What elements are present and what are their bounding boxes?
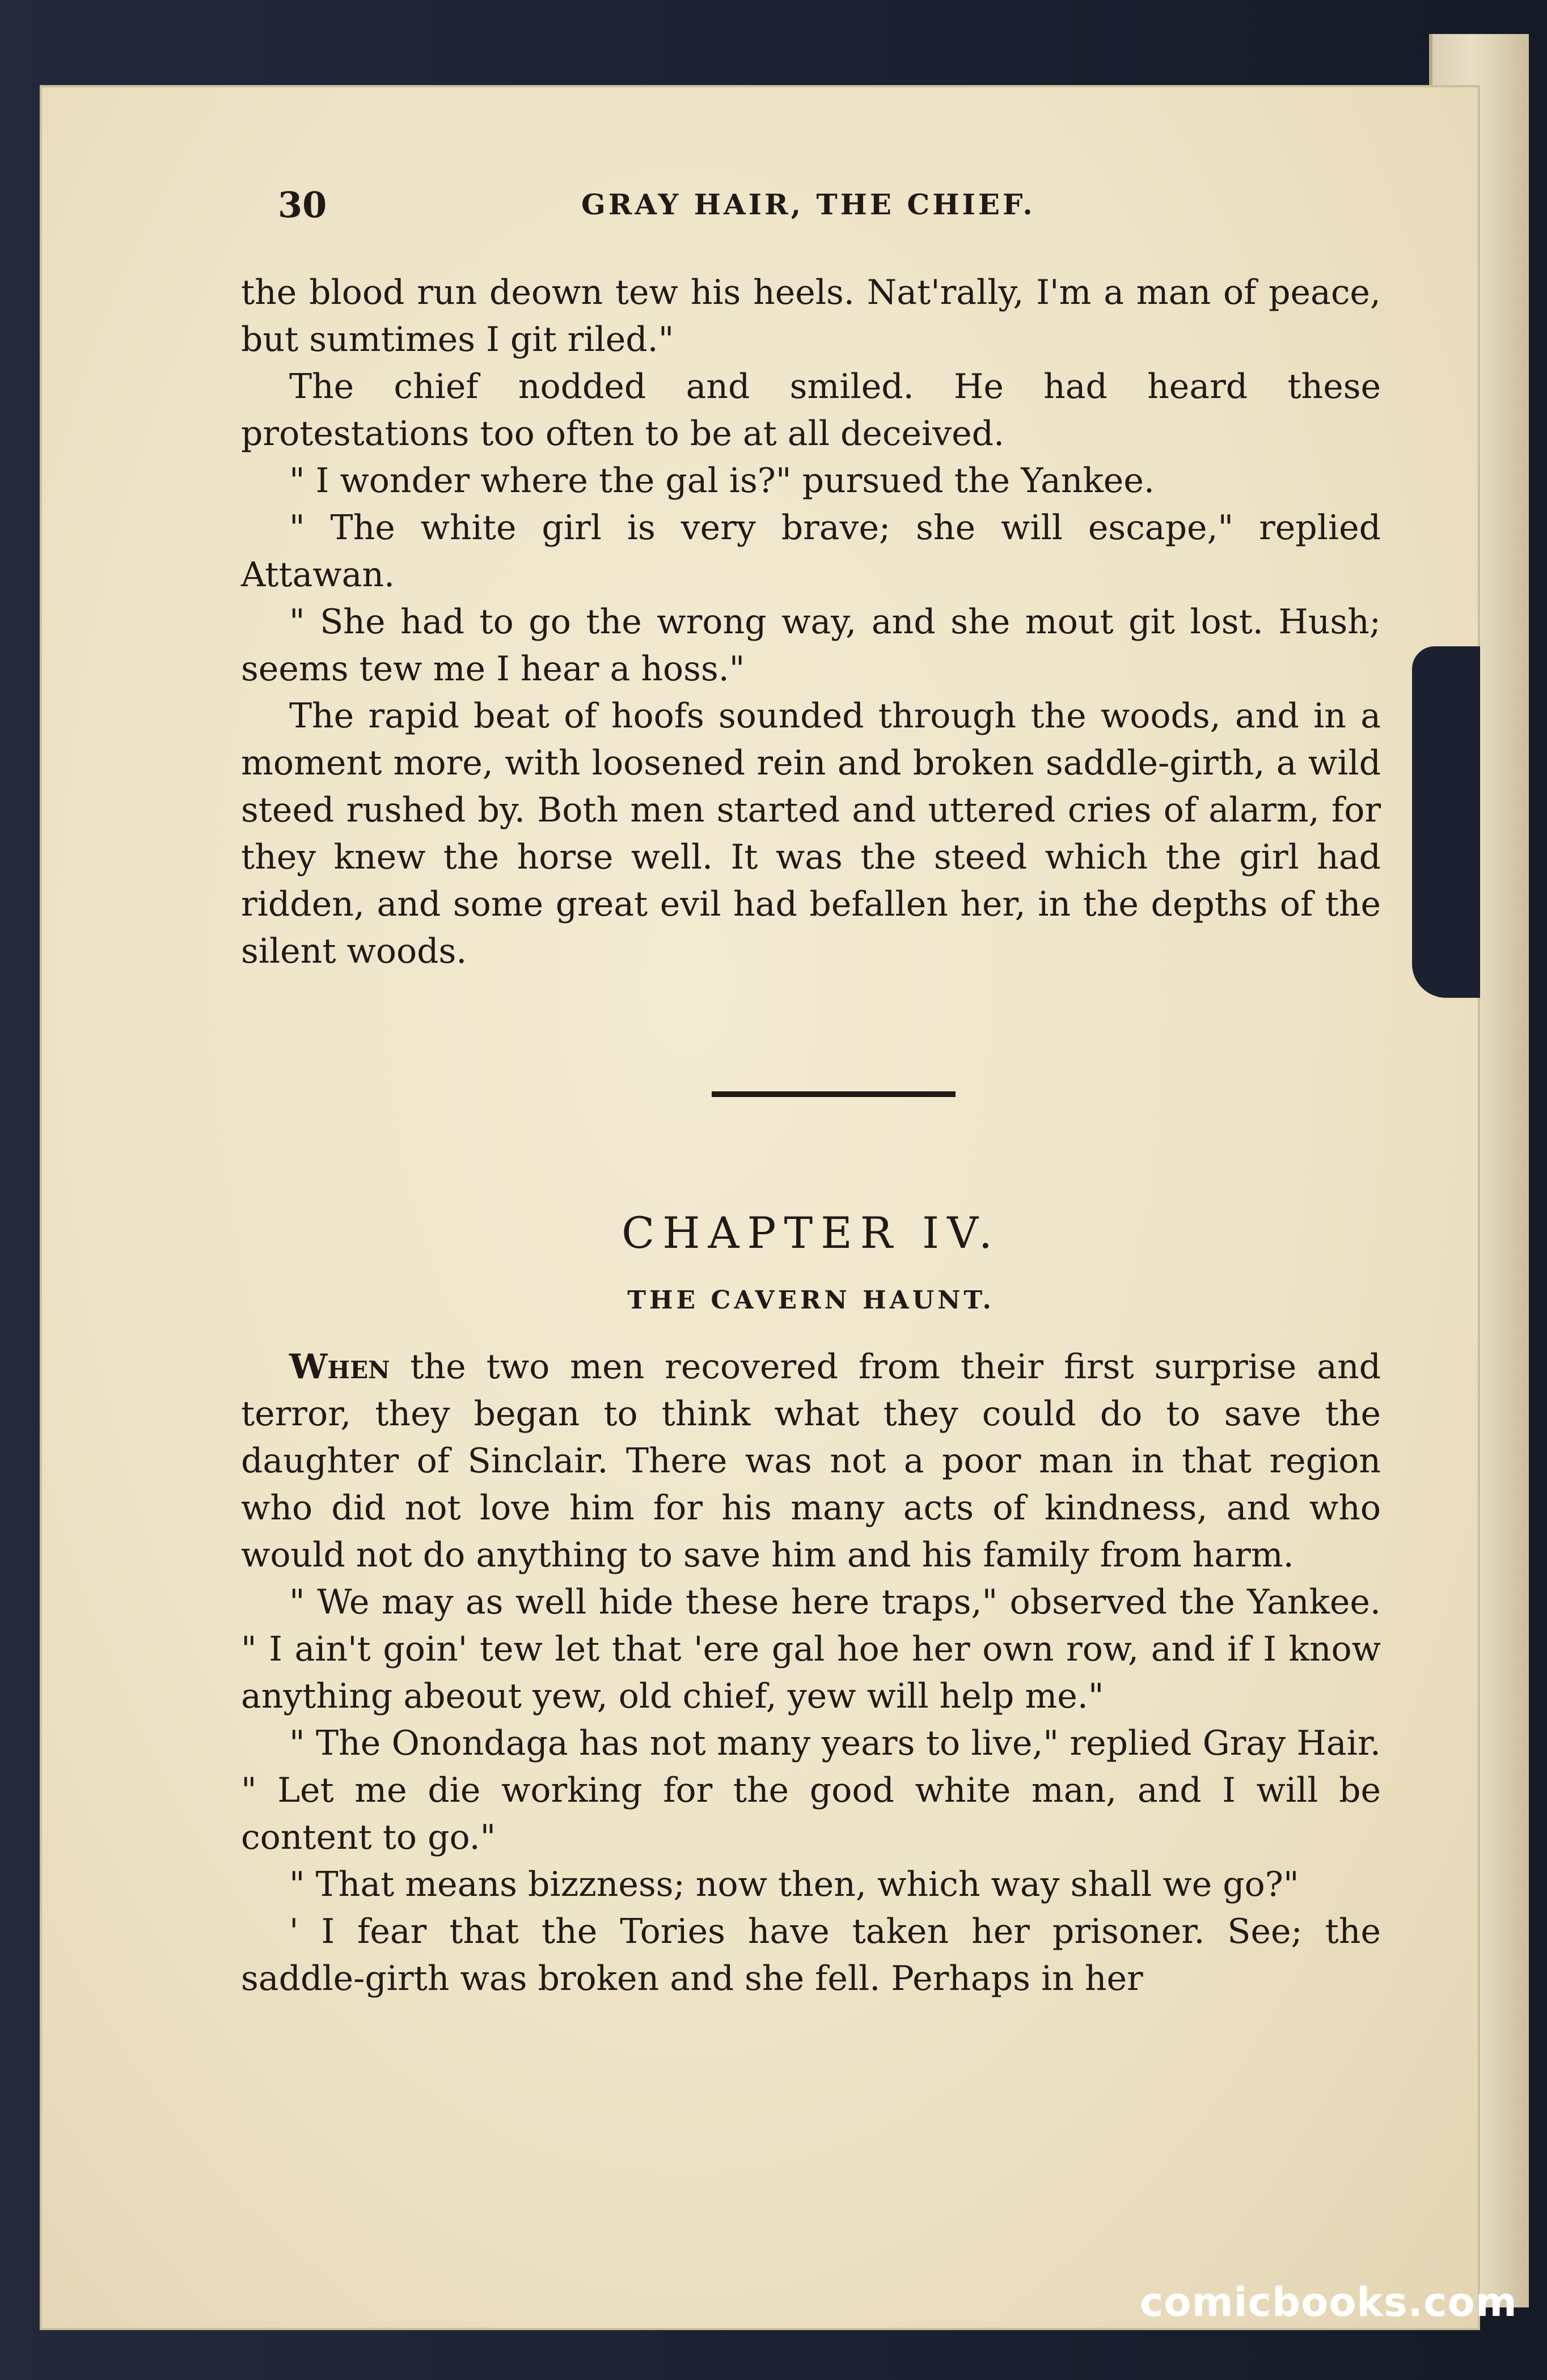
section-one	[241, 269, 1381, 975]
paragraph: " The white girl is very brave; she will escape," replied Attawan.	[241, 508, 1381, 595]
paragraph	[241, 1344, 1381, 1579]
paragraph: " She had to go the wrong way, and she mout git lost. Hush; seems tew me I hear a hoss."	[241, 602, 1381, 689]
drop-word: When	[289, 1347, 390, 1387]
running-head: GRAY HAIR, THE CHIEF.	[581, 188, 1035, 221]
page-number: 30	[278, 184, 327, 226]
paragraph: " The Onondaga has not many years to live," replied Gray Hair. " Let me die working for the good white man, and I will be content to go."	[241, 1723, 1381, 1857]
paragraph: ' I fear that the Tories have taken her prisoner. See; the saddle-girth was broken and she fell. Perhaps in her	[241, 1912, 1381, 1998]
paragraph: " I wonder where the gal is?" pursued the Yankee.	[289, 461, 1155, 501]
paragraph: The rapid beat of hoofs sounded through the woods, and in a moment more, with loosened rein and broken saddle-girth, a wild steed rushed by. Both men started and uttered cries of alarm, for they knew the horse well. It was the steed which the girl had ridden, and some great evil had befallen her, in the depths of the silent woods.	[241, 696, 1381, 971]
page-header	[241, 184, 1381, 224]
page-tear	[1412, 646, 1480, 998]
paragraph: " That means bizzness; now then, which way shall we go?"	[289, 1865, 1299, 1904]
watermark: comicbooks.com	[1140, 2279, 1518, 2326]
paragraph: " We may as well hide these here traps," observed the Yankee. " I ain't goin' tew let that 'ere gal hoe her own row, and if I know anything abeout yew, old chief, yew will help me."	[241, 1582, 1381, 1716]
paragraph-text: the two men recovered from their first surprise and terror, they began to think what they could do to save the daughter of Sinclair. There was not a poor man in that region who did not love him for his many acts of kindness, and who would not do anything to save him and his family from harm.	[241, 1347, 1381, 1575]
paragraph: the blood run deown tew his heels. Nat'rally, I'm a man of peace, but sumtimes I git riled."	[241, 273, 1381, 359]
paragraph: The chief nodded and smiled. He had heard these protestations too often to be at all deceived.	[241, 367, 1381, 454]
chapter-title: CHAPTER IV.	[622, 1208, 1000, 1258]
section-divider	[712, 1091, 956, 1097]
chapter-subtitle: THE CAVERN HAUNT.	[627, 1286, 995, 1315]
section-two	[241, 1344, 1381, 2002]
